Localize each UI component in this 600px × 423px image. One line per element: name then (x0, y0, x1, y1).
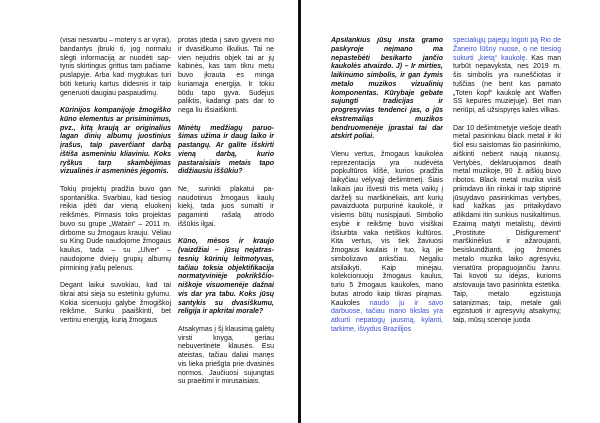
paragraph: Tokių projektų pradžia buvo gan spontaniška. Svarbiau, kad tiesiog reikia įdėti dar vieną eluokenį reikšmės. Pirmasis toks projektas buvo su grupe „Watain“ – 2011 m. dirbome su žmogaus krauju. Vėliau su King Dude naudojome žmogaus kaulus, tada – su „Ulver“ – naudojome dviejų grupių albumų pirmining įrašų pelenus. (60, 185, 171, 272)
paragraph: Atsakymas į šį klausimą galėtų virsti knyga, geriau nebuvertinėte klausės. Esu ateistas, tačiau daliai manęs vis lieka priešgta prie dvasinės normos. Jaučiuosi sujungtas su praeitimi ir mirusaisiais. (178, 325, 274, 386)
question-paragraph: Minėtų medžiagų paruo šimas užima ir daug laiko ir pastangų. Ar galite išskirti vieną darbą, kurio pastaraisiais metais tapo didžiausiu iššūkiu? (178, 124, 274, 176)
text-column-2 (178, 37, 274, 419)
left-page (0, 0, 298, 423)
paragraph (453, 37, 561, 116)
paragraph-text: Kas man turbūt nepavyksta, nes 2019 m. šis simbolis yra nuneščiotas ir tuščias (ne bent kas pamato „Toten kopf“ kaukolę ant Waffen SS kepurės muziejuje). Bet man neriūpi, aš užsispyręs kalės vilkas. (453, 54, 561, 114)
paragraph-text: Vienu vertus, žmogaus kaukolėa reprezentacija yra nudėvėta popkultūros klišė, kurios pradžia laikyčiau vėlyvąjį dešimtmetį. Šiais laikais jau išvesti tris meta vaikų į darželį su marškinėliais, ant kurių pavaizduota purpurinė kaukolė, ir visiems būtų nusispjauti. Simbolio esybė ir reikšmę buvo visiškai išsiurbta vaka rietiškos kultūros. Kita vertus, vis tiek žaviuosi žmogaus kaulais ir tuo, ką jie simbolizavo anksčiau. Negaliu atsilaikyti. Kaip minėjau, kolekcionuoju žmogaus kaulus, turiu 5 žmogaus kaukoles, mano butas atrodo kaip tikras pirąmas. Kaukoles (331, 150, 443, 307)
text-column-3 (331, 37, 443, 419)
highlighted-text: specialiųjų pajėgų logoti pą Rio de Žaneiro lūšny nuose, o ne tiesiog sukurti „kietą“ kaukolę. (453, 37, 561, 62)
paragraph (331, 151, 443, 335)
question-paragraph: Kūrinijos kompanijoje žmogiško kūno elementus ar prisiminimus, pvz., kitą kraują ar originalius lagan dinių albumų juostinius įrašus, taip paverčiant darbą ištiša asmeniniu kliaviniu. Koks ryškus tarp skambėjimas vizualinės ir asmeninės jėgomis. (60, 107, 171, 176)
text-column-1 (60, 37, 171, 419)
highlighted-text: naudo ju ir savo darbuose, tačiau mano tikslas yra atkurti nepatogų jausmą, kylanti, tarkime, išvydus Brazilijos (331, 299, 443, 333)
question-paragraph: Apsilankius jūsų insta gramo paskyroje neįmano ma nepastebėti besikarto jančio kaukolės atvaizdo. J) – Ir mirties, laikinumo simbolis, ir gan žymis metalo muzikos vizualinių komponentas. Kūrybaje gebate sujungti tradicijas ir progresyvias tendenci jas, o jūs ekstremaliąs muzikos bendruomenėje įprastai tai dar atskirt poliai. (331, 37, 443, 141)
paragraph: protas įdeda į savo gyveni mo ir dvasiškumo ilkulius. Tai ne vien nejudris objek tai ar jų kabinės, kas tam tikru metu buvo įkrauta es minga kuriamąja energija. Ir tokiu būdu tapo gyva. Sudėjus paliktis, kadangi pats dar to nega liu išsiaiškinti. (178, 37, 274, 114)
text-column-4 (453, 37, 561, 419)
right-page (301, 0, 600, 423)
paragraph: Dar 10 dešimtmetyje viešoje death metal pasirinkau black metal ir iki šiol esu saistomas šio pasirinkimo, aiškinti nebent naują niuansų. Vertybės, deklaruojamos death metal muzikoje, 90 ž. aiškių buvo ribotos. Black metal muzika visiš priimdavo ilin riinkai ir taip stiprinė jūsųydavo pasirinkimas vertybes, kad kažkas jas pritaikydavo atlikdami itin sunkius nusikaltimus. Ezaimą matyti metalistų, dėvinti „Prostitute Disfigurement“ marškinėlius ir ažaroujanti, besiskundžianti, jog žmonės metalo muzika laiko agresyviu, vienatūra propaguojančiu žanru. Tai kovoti su idėjas, kurioms atstovauja tavo pasirinkta estetika. Taip, metalo egzistuoja satanizmas; taip, metale gali egzistuoti ir agresyvių atsakymų; taip, mūsų scenoje juoda (453, 124, 561, 324)
paragraph: Ne, surinkti plakatui pa naudotinus žmogaus kaulų kiekį, tada juos sumalti ir pagaminti rašalą atrodo iššūkis ilgai. (178, 185, 274, 228)
question-paragraph: Kūno, mėsos ir kraujo (vaizdžiai – jūsų nejatras tesnių kūrinių leitmotyvas, tačiau toksia objektifikacija normatyviniėje pokrikščio niškoje visuomenėje dažnai vis dar yra tabu. Koks jūsų santykis su dvasiškumu, religija ir apkritai morale? (178, 238, 274, 316)
paragraph: Degant laikui suvokiau, kad tai tikrai atsi sieja su estetiniu gylumu. Kokia sicenuoju galybe žmogiškoj reikšme. Sunku paaiškinti, bet vertinu energiją, kurią žmogaus (60, 282, 171, 324)
paragraph: (visai nesvarbu – motery s ar vyrai), bandantys įbruki ti, jog normalu slėgti informaciją ar nuodėti sap tynis skirtingus grittus tam pačiame puslapyje. Arba kad mygtukas turi būti keturių kartus didesnis ir taip generuoti daugiau paspaudimų. (60, 37, 171, 97)
